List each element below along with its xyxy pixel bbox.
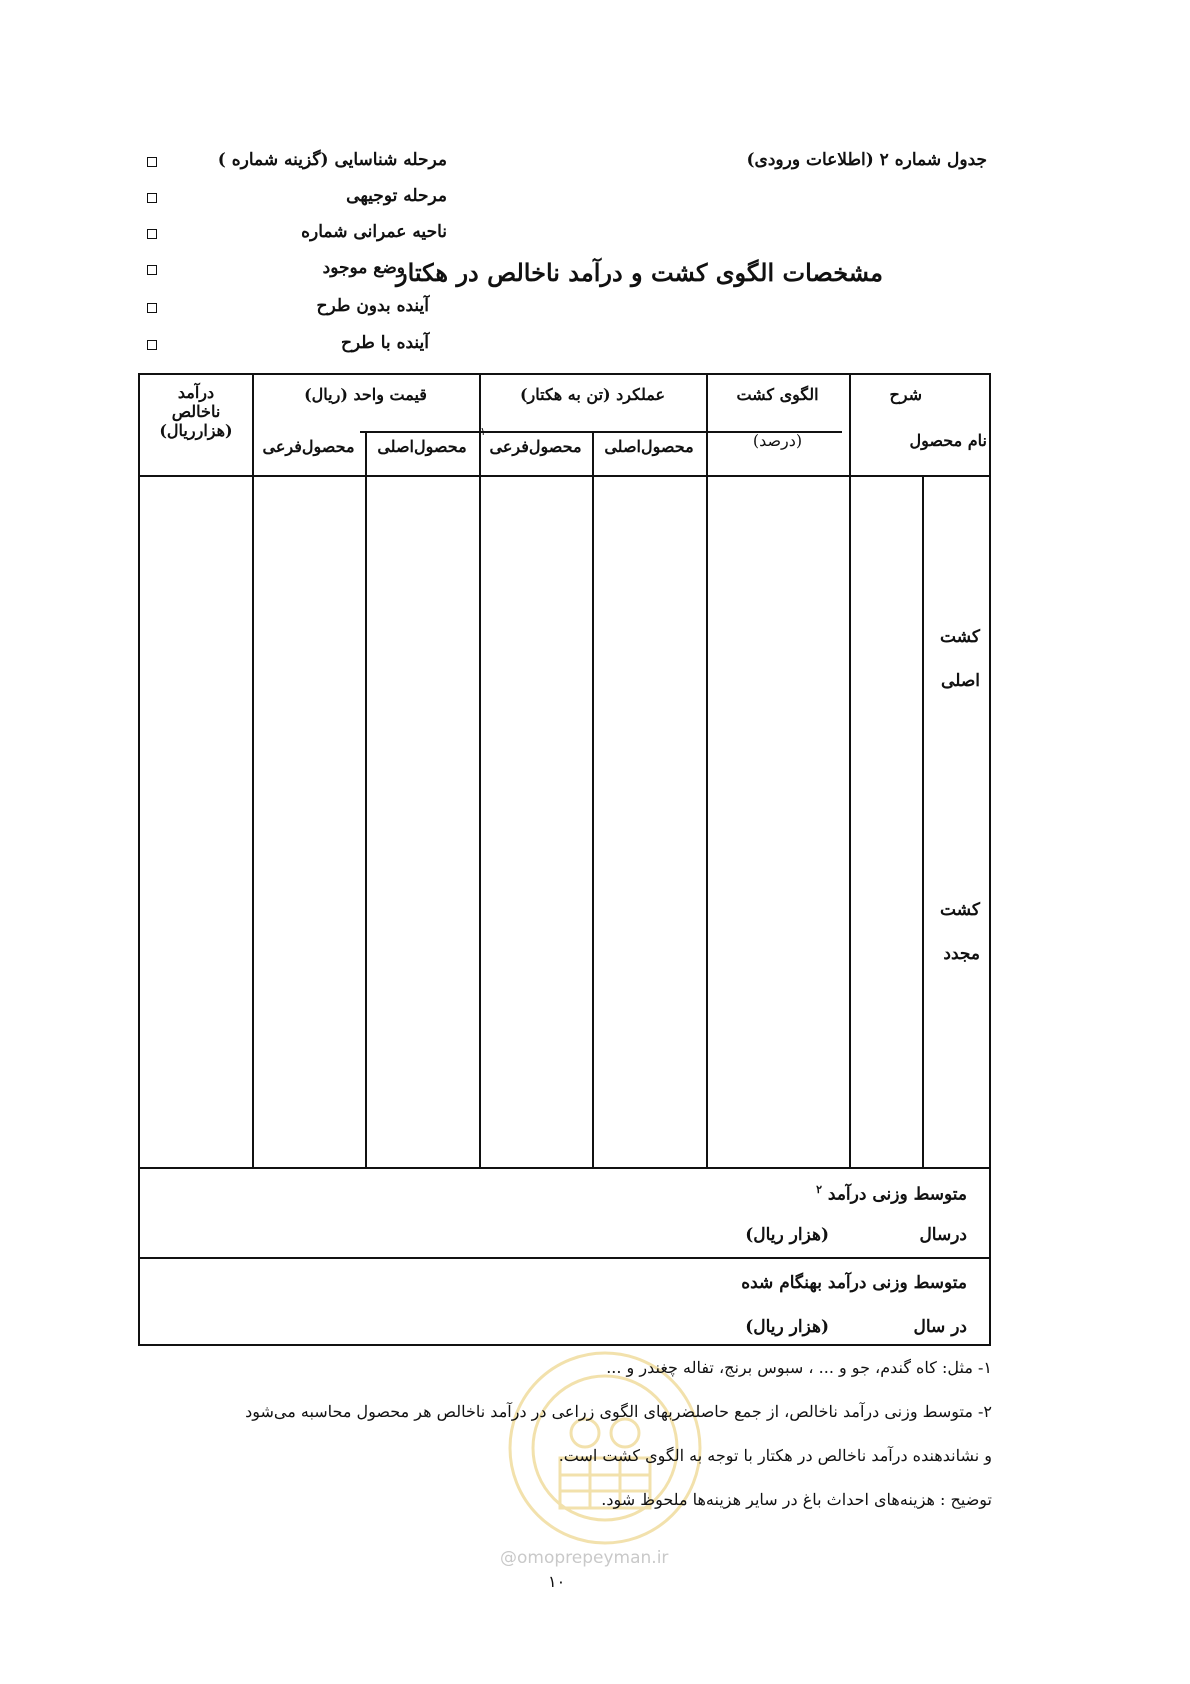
col-divider: [706, 375, 708, 1167]
checkbox-icon[interactable]: [147, 229, 157, 239]
avg-income-text: متوسط وزنی درآمد: [827, 1184, 967, 1205]
footnote-mark-2: ۲: [816, 1183, 822, 1196]
checkbox-icon[interactable]: [147, 265, 157, 275]
header-gross-income-line1: درآمد: [177, 383, 215, 402]
col-divider: [849, 375, 851, 1167]
header-crop-pattern-unit: (درصد): [752, 431, 803, 450]
row-label-main-crop: [930, 615, 980, 703]
row-label-main-crop-line2: اصلی: [941, 671, 980, 691]
unit-label-1: (هزار ریال): [745, 1225, 829, 1245]
crop-pattern-table: [138, 373, 991, 1346]
page-title: مشخصات الگوی کشت و درآمد ناخالص در هکتار: [396, 258, 883, 287]
in-year-label-2: در سال: [913, 1317, 967, 1337]
header-unit-price: قیمت واحد (ریال): [304, 385, 427, 404]
checklist-item-label: آینده با طرح: [340, 333, 429, 353]
table-caption: جدول شماره ۲ (اطلاعات ورودی): [746, 150, 987, 170]
checklist-item-label: وضع موجود: [322, 258, 405, 278]
header-gross-income-unit: (هزارریال): [159, 421, 233, 440]
checklist-item[interactable]: [147, 296, 447, 326]
col-divider: [592, 431, 594, 1167]
checklist-item[interactable]: [147, 186, 447, 216]
watermark-url: @omoprepeyman.ir: [500, 1548, 669, 1568]
page-number: ۱۰: [548, 1572, 566, 1591]
checklist-item-label: آینده بدون طرح: [316, 296, 429, 316]
checklist-item-label: مرحله شناسایی (گزینه شماره ): [217, 150, 447, 170]
col-divider: [252, 375, 254, 1167]
subheader-price-by: محصول‌فرعی: [262, 437, 355, 456]
checkbox-icon[interactable]: [147, 193, 157, 203]
header-sharh: شرح: [889, 385, 922, 404]
header-yield: عملکرد (تن به هکتار): [519, 385, 666, 404]
checkbox-icon[interactable]: [147, 340, 157, 350]
body-bottom-line: [140, 1167, 991, 1169]
in-year-label-1: درسال: [919, 1225, 967, 1245]
header-bottom-line: [140, 475, 991, 477]
header-gross-income-line2: ناخالص: [171, 402, 221, 421]
footnote-explanation: توضیح : هزینه‌های احداث باغ در سایر هزینه‌ها ملحوظ شود.: [601, 1490, 992, 1509]
avg-row-bottom-line: [140, 1257, 991, 1259]
col-divider: [479, 375, 481, 1167]
col-divider: [922, 475, 924, 1167]
subheader-yield-by: محصول‌فرعی: [489, 437, 582, 456]
header-product-name: نام محصول: [909, 431, 987, 450]
footnote-2-line2: و نشاندهنده درآمد ناخالص در هکتار با توجه به الگوی کشت است.: [558, 1446, 992, 1465]
header-crop-pattern: الگوی کشت: [736, 385, 819, 404]
subheader-price-main: محصول‌اصلی: [377, 437, 467, 456]
row-label-main-crop-line1: کشت: [940, 627, 980, 647]
avg-income-label: [816, 1183, 967, 1205]
checklist-item-label: مرحله توجیهی: [346, 186, 447, 206]
avg-income-updated-label: متوسط وزنی درآمد بهنگام شده: [741, 1273, 967, 1293]
footnote-2-line1: ۲- متوسط وزنی درآمد ناخالص، از جمع حاصلضربهای الگوی زراعی در درآمد ناخالص هر محصول محاسبه می‌شود: [245, 1402, 992, 1421]
row-label-second-crop-line2: مجدد: [943, 944, 980, 964]
checklist-item[interactable]: [147, 222, 447, 252]
footnote-1: ۱- مثل: کاه گندم، جو و ... ، سبوس برنج، تفاله چغندر و ...: [606, 1358, 992, 1377]
row-label-second-crop: [930, 888, 980, 976]
row-label-second-crop-line1: کشت: [940, 900, 980, 920]
unit-label-2: (هزار ریال): [745, 1317, 829, 1337]
subheader-yield-main: محصول‌اصلی: [604, 437, 694, 456]
checkbox-icon[interactable]: [147, 303, 157, 313]
checkbox-icon[interactable]: [147, 157, 157, 167]
header-gross-income: [140, 383, 252, 440]
checklist-item-label: ناحیه عمرانی شماره: [301, 222, 447, 242]
footnote-mark-1: ۱: [480, 425, 486, 438]
col-divider: [365, 431, 367, 1167]
checklist-item[interactable]: [147, 333, 447, 363]
checklist-item[interactable]: [147, 150, 447, 180]
